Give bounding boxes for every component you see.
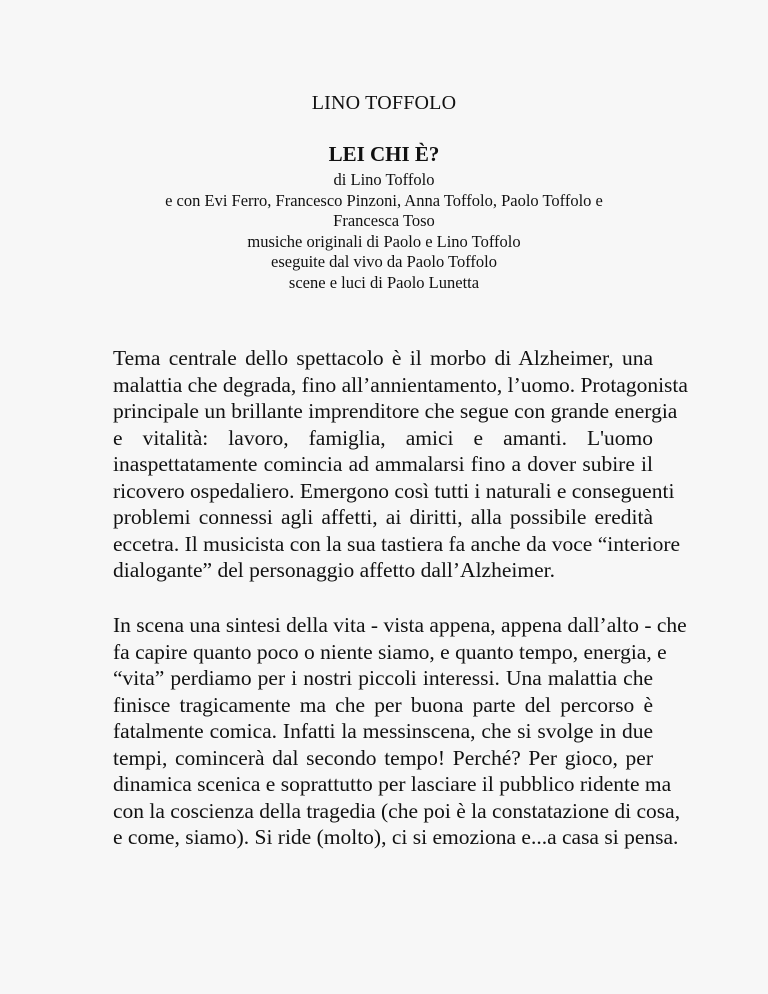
- text-line: principale un brillante imprenditore che segue con grande energia: [113, 399, 678, 423]
- credit-line: scene e luci di Paolo Lunetta: [288, 272, 480, 292]
- text-line: malattia che degrada, fino all’annientamento, l’uomo. Protagonista: [113, 372, 688, 397]
- text-line: problemi connessi agli affetti, ai diritti, alla possibile eredità: [113, 505, 653, 529]
- paragraph-staging: [113, 612, 687, 851]
- credit-line: Francesca Toso: [333, 211, 435, 230]
- text-line: dialogante” del personaggio affetto dall’Alzheimer.: [113, 558, 555, 582]
- paragraph-synopsis: [113, 345, 688, 584]
- text-line: inaspettatamente comincia ad ammalarsi fino a dover subire il: [113, 452, 653, 476]
- text-line: fa capire quanto poco o niente siamo, e quanto tempo, energia, e: [113, 639, 667, 664]
- text-line: ricovero ospedaliero. Emergono così tutti i naturali e conseguenti: [113, 478, 675, 503]
- text-line: con la coscienza della tragedia (che poi è la constatazione di cosa,: [113, 798, 681, 823]
- text-line: In scena una sintesi della vita - vista appena, appena dall’alto - che: [113, 613, 687, 637]
- credit-line: di Lino Toffolo: [333, 170, 435, 189]
- text-line: e vitalità: lavoro, famiglia, amici e amanti. L'uomo: [113, 425, 653, 450]
- text-line: dinamica scenica e soprattutto per lasciare il pubblico ridente ma: [113, 772, 672, 796]
- text-line: finisce tragicamente ma che per buona parte del percorso è: [113, 692, 653, 717]
- play-title: LEI CHI È?: [328, 142, 440, 166]
- text-line: e come, siamo). Si ride (molto), ci si emoziona e...a casa si pensa.: [113, 825, 679, 849]
- text-line: tempi, comincerà dal secondo tempo! Perché? Per gioco, per: [113, 745, 653, 770]
- text-line: Tema centrale dello spettacolo è il morbo di Alzheimer, una: [113, 346, 653, 370]
- credit-line: musiche originali di Paolo e Lino Toffolo: [247, 231, 521, 251]
- text-line: eccetra. Il musicista con la sua tastiera fa anche da voce “interiore: [113, 531, 681, 556]
- credit-line: eseguite dal vivo da Paolo Toffolo: [271, 252, 497, 271]
- text-line: “vita” perdiamo per i nostri piccoli interessi. Una malattia che: [113, 666, 653, 690]
- author-heading: LINO TOFFOLO: [311, 92, 457, 114]
- text-line: fatalmente comica. Infatti la messinscena, che si svolge in due: [113, 719, 653, 743]
- credit-line: e con Evi Ferro, Francesco Pinzoni, Anna Toffolo, Paolo Toffolo e: [165, 190, 603, 210]
- credits-block: [0, 170, 768, 293]
